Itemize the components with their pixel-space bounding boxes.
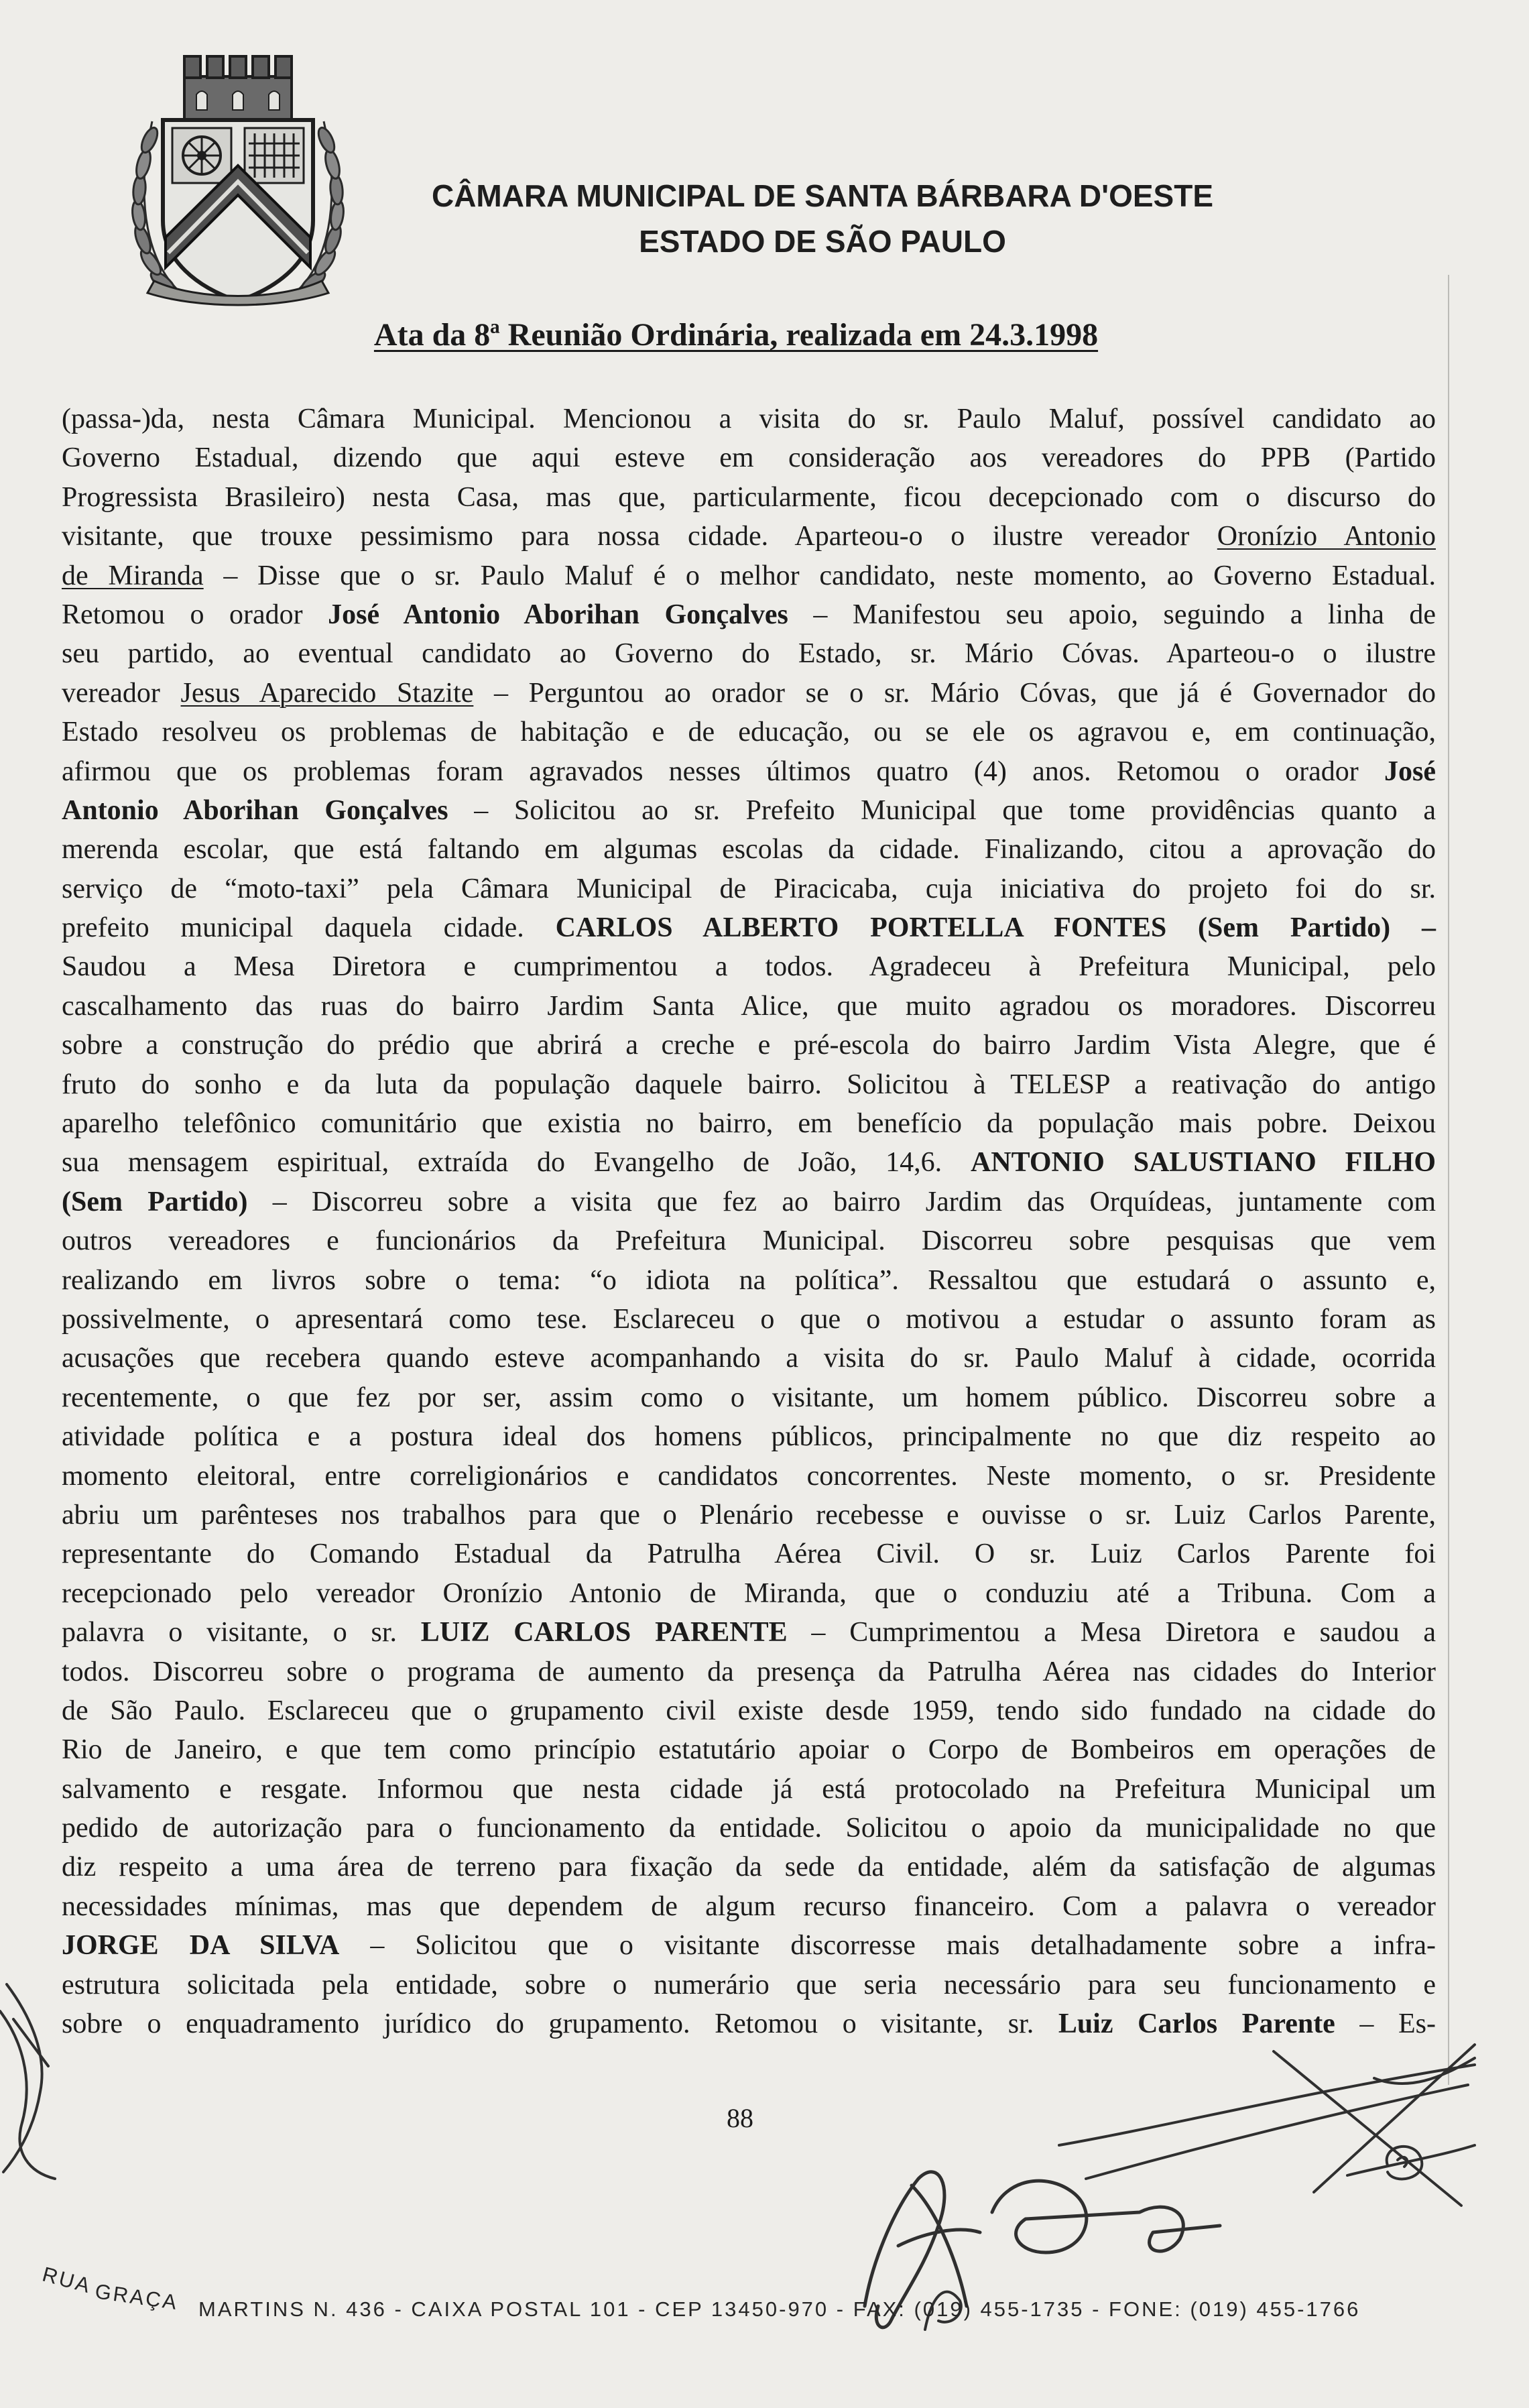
- signature-stroke: [1347, 2145, 1475, 2179]
- text-segment: possivelmente, o apresentará como tese. Esclareceu o que o motivou a estudar o assunto foram as: [62, 1303, 1436, 1335]
- text-line: [62, 400, 1436, 438]
- text-segment: sobre a construção do prédio que abrirá a creche e pré-escola do bairro Jardim Vista Alegre, que é: [62, 1030, 1436, 1061]
- speaker-name: José: [1384, 756, 1436, 787]
- text-segment: Rio de Janeiro, e que tem como princípio estatutário apoiar o Corpo de Bombeiros em operações de: [62, 1734, 1436, 1766]
- underlined-name: de Miranda: [62, 560, 204, 591]
- text-line: [62, 830, 1436, 869]
- text-line: [62, 2004, 1436, 2043]
- text-segment: Progressista Brasileiro) nesta Casa, mas que, particularmente, ficou decepcionado com o discurso do: [62, 481, 1436, 513]
- text-segment: recepcionado pelo vereador Oronízio Antonio de Miranda, que o conduziu até a Tribuna. Com a: [62, 1577, 1436, 1609]
- text-line: [62, 1652, 1436, 1691]
- text-line: [62, 1104, 1436, 1143]
- text-segment: seu partido, ao eventual candidato ao Governo do Estado, sr. Mário Cóvas. Aparteou-o o ilustre: [62, 638, 1436, 670]
- text-line: [62, 1378, 1436, 1417]
- signature-stroke: [992, 2181, 1220, 2252]
- text-segment: Retomou o orador: [62, 599, 328, 630]
- text-line: [62, 1261, 1436, 1300]
- text-segment: – Solicitou que o visitante discorresse mais detalhadamente sobre a infra-: [339, 1930, 1436, 1962]
- mural-crown: [184, 56, 292, 120]
- chamber-name: CÂMARA MUNICIPAL DE SANTA BÁRBARA D'OESTE: [431, 178, 1214, 213]
- speaker-name: José Antonio Aborihan Gonçalves: [328, 599, 788, 630]
- text-segment: – Cumprimentou a Mesa Diretora e saudou a: [787, 1617, 1436, 1648]
- minutes-title-text: Ata da 8ª Reunião Ordinária, realizada em 24.3.1998: [373, 317, 1099, 353]
- text-line: [62, 752, 1436, 791]
- signature-stroke: [0, 1984, 55, 2179]
- text-segment: de São Paulo. Esclareceu que o grupamento civil existe desde 1959, tendo sido fundado na cidade do: [62, 1695, 1436, 1726]
- text-line: [62, 517, 1436, 556]
- minutes-body: [62, 400, 1436, 2043]
- text-segment: representante do Comando Estadual da Patrulha Aérea Civil. O sr. Luiz Carlos Parente foi: [62, 1539, 1436, 1570]
- page-number: 88: [727, 2103, 753, 2133]
- speaker-name: CARLOS ALBERTO PORTELLA FONTES (Sem Partido) –: [555, 912, 1436, 944]
- text-segment: acusações que recebera quando esteve acompanhando a visita do sr. Paulo Maluf à cidade, ocorrida: [62, 1343, 1436, 1374]
- text-segment: – Discorreu sobre a visita que fez ao bairro Jardim das Orquídeas, juntamente com: [247, 1186, 1436, 1217]
- text-line: [62, 713, 1436, 751]
- text-segment: – Solicitou ao sr. Prefeito Municipal que tome providências quanto a: [448, 794, 1436, 826]
- text-line: [62, 1026, 1436, 1065]
- text-segment: atividade política e a postura ideal dos homens públicos, principalmente no que diz respeito ao: [62, 1421, 1436, 1453]
- text-line: [62, 1143, 1436, 1182]
- text-segment: vereador: [62, 677, 181, 709]
- text-line: [62, 556, 1436, 595]
- underlined-name: Oronízio Antonio: [1217, 521, 1436, 552]
- text-segment: afirmou que os problemas foram agravados nesses últimos quatro (4) anos. Retomou o orador: [62, 756, 1384, 787]
- text-segment: (passa-)da, nesta Câmara Municipal. Mencionou a visita do sr. Paulo Maluf, possível candidato ao: [62, 404, 1436, 434]
- state-name: ESTADO DE SÃO PAULO: [639, 224, 1006, 259]
- text-line: [62, 478, 1436, 517]
- speaker-name: (Sem Partido): [62, 1186, 248, 1217]
- text-line: [62, 1770, 1436, 1809]
- footer-street-word-2: GRAÇA: [93, 2279, 180, 2315]
- text-segment: estrutura solicitada pela entidade, sobre o numerário que seria necessário para seu funcionamento e: [62, 1969, 1436, 2000]
- text-segment: abriu um parênteses nos trabalhos para que o Plenário recebesse e ouvisse o sr. Luiz Carlos Parente,: [62, 1499, 1436, 1530]
- text-segment: cascalhamento das ruas do bairro Jardim Santa Alice, que muito agradou os moradores. Discorreu: [62, 990, 1436, 1022]
- text-segment: – Disse que o sr. Paulo Maluf é o melhor candidato, neste momento, ao Governo Estadual.: [203, 560, 1436, 591]
- text-segment: Saudou a Mesa Diretora e cumprimentou a todos. Agradeceu à Prefeitura Municipal, pelo: [62, 951, 1436, 983]
- text-segment: prefeito municipal daquela cidade.: [62, 912, 556, 944]
- text-segment: merenda escolar, que está faltando em algumas escolas da cidade. Finalizando, citou a aprovação do: [62, 834, 1436, 865]
- text-line: [62, 1496, 1436, 1534]
- signature-stroke: [1059, 2045, 1475, 2206]
- text-line: [62, 595, 1436, 634]
- text-segment: Governo Estadual, dizendo que aqui esteve em consideração aos vereadores do PPB (Partido: [62, 442, 1436, 474]
- text-line: [62, 1417, 1436, 1456]
- speaker-name: ANTONIO SALUSTIANO FILHO: [970, 1147, 1436, 1179]
- speaker-name: JORGE DA SILVA: [62, 1930, 340, 1962]
- text-segment: – Perguntou ao orador se o sr. Mário Cóvas, que já é Governador do: [473, 677, 1436, 709]
- text-segment: Estado resolveu os problemas de habitação e de educação, ou se ele os agravou e, em continuação,: [62, 717, 1436, 748]
- speaker-name: LUIZ CARLOS PARENTE: [420, 1617, 788, 1648]
- text-line: [62, 438, 1436, 477]
- text-segment: recentemente, o que fez por ser, assim como o visitante, um homem público. Discorreu sobre a: [62, 1382, 1436, 1413]
- text-line: [62, 947, 1436, 986]
- text-segment: visitante, que trouxe pessimismo para nossa cidade. Aparteou-o o ilustre vereador: [62, 521, 1217, 552]
- speaker-name: Antonio Aborihan Gonçalves: [62, 794, 448, 826]
- text-line: [62, 791, 1436, 830]
- text-segment: fruto do sonho e da luta da população daquele bairro. Solicitou à TELESP a reativação do antigo: [62, 1069, 1436, 1100]
- text-line: [62, 1848, 1436, 1886]
- speaker-name: Luiz Carlos Parente: [1058, 2008, 1335, 2040]
- text-segment: momento eleitoral, entre correligionários e candidatos concorrentes. Neste momento, o sr. Presidente: [62, 1460, 1436, 1492]
- text-line: [62, 869, 1436, 908]
- text-line: [62, 1534, 1436, 1573]
- minutes-title: [267, 315, 1205, 355]
- text-segment: – Es-: [1335, 2008, 1436, 2040]
- text-line: [62, 1691, 1436, 1730]
- shield: [163, 120, 313, 301]
- text-segment: sua mensagem espiritual, extraída do Evangelho de João, 14,6.: [62, 1147, 971, 1179]
- text-line: [62, 1457, 1436, 1496]
- text-line: [62, 1966, 1436, 2004]
- text-segment: pedido de autorização para o funcionamento da entidade. Solicitou o apoio da municipalidade no que: [62, 1813, 1436, 1844]
- text-line: [62, 1574, 1436, 1613]
- text-line: [62, 1613, 1436, 1652]
- text-line: [62, 987, 1436, 1026]
- text-segment: palavra o visitante, o sr.: [62, 1617, 421, 1648]
- text-segment: outros vereadores e funcionários da Prefeitura Municipal. Discorreu sobre pesquisas que vem: [62, 1225, 1436, 1257]
- text-segment: necessidades mínimas, mas que dependem de algum recurso financeiro. Com a palavra o vereador: [62, 1890, 1436, 1922]
- text-line: [62, 1809, 1436, 1848]
- text-line: [62, 1065, 1436, 1104]
- text-segment: sobre o enquadramento jurídico do grupamento. Retomou o visitante, sr.: [62, 2008, 1058, 2040]
- text-line: [62, 1339, 1436, 1378]
- text-line: [62, 1183, 1436, 1221]
- text-segment: todos. Discorreu sobre o programa de aumento da presença da Patrulha Aérea nas cidades do Interior: [62, 1656, 1436, 1687]
- footer-address-contact: MARTINS N. 436 - CAIXA POSTAL 101 - CEP 13450-970 - FAX: (019) 455-1735 - FONE: (019) 455-1766: [198, 2297, 1361, 2321]
- text-line: [62, 908, 1436, 947]
- text-line: [62, 1221, 1436, 1260]
- text-line: [62, 1730, 1436, 1769]
- text-segment: serviço de “moto-taxi” pela Câmara Municipal de Piracicaba, cuja iniciativa do projeto foi do sr.: [62, 873, 1436, 904]
- text-segment: – Manifestou seu apoio, seguindo a linha de: [788, 599, 1436, 630]
- text-line: [62, 634, 1436, 673]
- text-segment: salvamento e resgate. Informou que nesta cidade já está protocolado na Prefeitura Municipal um: [62, 1773, 1436, 1805]
- text-line: [62, 674, 1436, 713]
- text-line: [62, 1926, 1436, 1965]
- text-line: [62, 1300, 1436, 1339]
- text-segment: aparelho telefônico comunitário que existia no bairro, em benefício da população mais pobre. Deixou: [62, 1108, 1436, 1140]
- underlined-name: Jesus Aparecido Stazite: [180, 677, 474, 709]
- text-segment: realizando em livros sobre o tema: “o idiota na política”. Ressaltou que estudará o assunto e,: [62, 1264, 1436, 1296]
- margin-line: [1448, 275, 1449, 2085]
- coat-of-arms-logo: [131, 46, 345, 308]
- text-line: [62, 1887, 1436, 1926]
- text-segment: diz respeito a uma área de terreno para fixação da sede da entidade, além da satisfação de algumas: [62, 1852, 1436, 1883]
- footer-street-word-1: RUA: [40, 2262, 95, 2298]
